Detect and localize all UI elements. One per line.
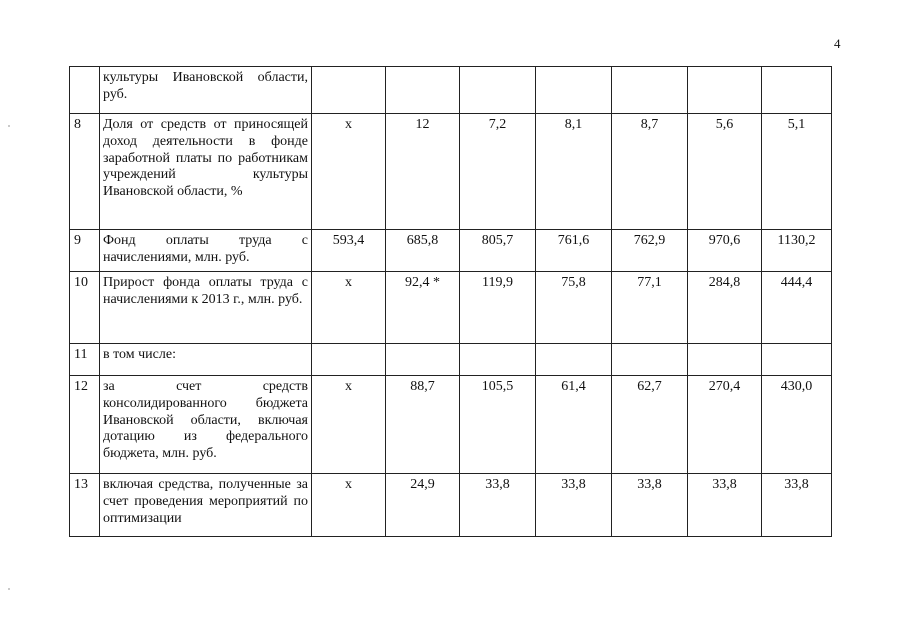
cell-value: 8,7 <box>612 114 688 230</box>
cell-value: 5,1 <box>762 114 832 230</box>
cell-value: 105,5 <box>460 376 536 474</box>
cell-value <box>460 344 536 376</box>
cell-value: 33,8 <box>612 474 688 537</box>
cell-value: 685,8 <box>386 230 460 272</box>
cell-value: 33,8 <box>536 474 612 537</box>
table-row <box>70 230 832 272</box>
row-number: 11 <box>70 344 100 376</box>
cell-value: 75,8 <box>536 272 612 344</box>
cell-value: 805,7 <box>460 230 536 272</box>
cell-value: 444,4 <box>762 272 832 344</box>
cell-value <box>386 67 460 114</box>
cell-value: х <box>312 272 386 344</box>
cell-value: 5,6 <box>688 114 762 230</box>
scan-speck <box>8 588 10 590</box>
row-description: за счет средств консолидированного бюджета Ивановской области, включая дотацию из федерального бюджета, млн. руб. <box>100 376 312 474</box>
row-number: 10 <box>70 272 100 344</box>
row-description: включая средства, полученные за счет проведения мероприятий по оптимизации <box>100 474 312 537</box>
row-description: Прирост фонда оплаты труда с начислениями к 2013 г., млн. руб. <box>100 272 312 344</box>
cell-value: 77,1 <box>612 272 688 344</box>
cell-value: 284,8 <box>688 272 762 344</box>
row-description: культуры Ивановской области, руб. <box>100 67 312 114</box>
scan-speck <box>8 125 10 127</box>
cell-value: 33,8 <box>460 474 536 537</box>
row-description: в том числе: <box>100 344 312 376</box>
cell-value: 12 <box>386 114 460 230</box>
row-description: Фонд оплаты труда с начислениями, млн. руб. <box>100 230 312 272</box>
table-row <box>70 272 832 344</box>
cell-value: 8,1 <box>536 114 612 230</box>
cell-value: 270,4 <box>688 376 762 474</box>
cell-value <box>536 67 612 114</box>
cell-value <box>688 344 762 376</box>
table-row <box>70 114 832 230</box>
cell-value <box>688 67 762 114</box>
cell-value <box>312 344 386 376</box>
cell-value: 430,0 <box>762 376 832 474</box>
row-number <box>70 67 100 114</box>
cell-value <box>762 344 832 376</box>
cell-value <box>762 67 832 114</box>
cell-value: х <box>312 474 386 537</box>
cell-value: 593,4 <box>312 230 386 272</box>
cell-value: 1130,2 <box>762 230 832 272</box>
cell-value: 761,6 <box>536 230 612 272</box>
cell-value: х <box>312 114 386 230</box>
row-description: Доля от средств от приносящей доход деятельности в фонде заработной платы по работникам учреждений культуры Ивановской области, % <box>100 114 312 230</box>
cell-value: 762,9 <box>612 230 688 272</box>
table-row <box>70 376 832 474</box>
cell-value <box>536 344 612 376</box>
cell-value: 33,8 <box>688 474 762 537</box>
row-number: 8 <box>70 114 100 230</box>
cell-value <box>612 344 688 376</box>
cell-value <box>386 344 460 376</box>
page-number: 4 <box>834 36 841 51</box>
row-number: 12 <box>70 376 100 474</box>
row-number: 13 <box>70 474 100 537</box>
cell-value: 61,4 <box>536 376 612 474</box>
cell-value: 7,2 <box>460 114 536 230</box>
cell-value <box>312 67 386 114</box>
table-row <box>70 67 832 114</box>
cell-value: 33,8 <box>762 474 832 537</box>
cell-value <box>460 67 536 114</box>
cell-value: 970,6 <box>688 230 762 272</box>
cell-value: 62,7 <box>612 376 688 474</box>
cell-value: 24,9 <box>386 474 460 537</box>
cell-value <box>612 67 688 114</box>
table-row <box>70 344 832 376</box>
cell-value: 119,9 <box>460 272 536 344</box>
cell-value: 92,4 * <box>386 272 460 344</box>
data-table <box>69 66 832 537</box>
row-number: 9 <box>70 230 100 272</box>
cell-value: 88,7 <box>386 376 460 474</box>
cell-value: х <box>312 376 386 474</box>
table-row <box>70 474 832 537</box>
